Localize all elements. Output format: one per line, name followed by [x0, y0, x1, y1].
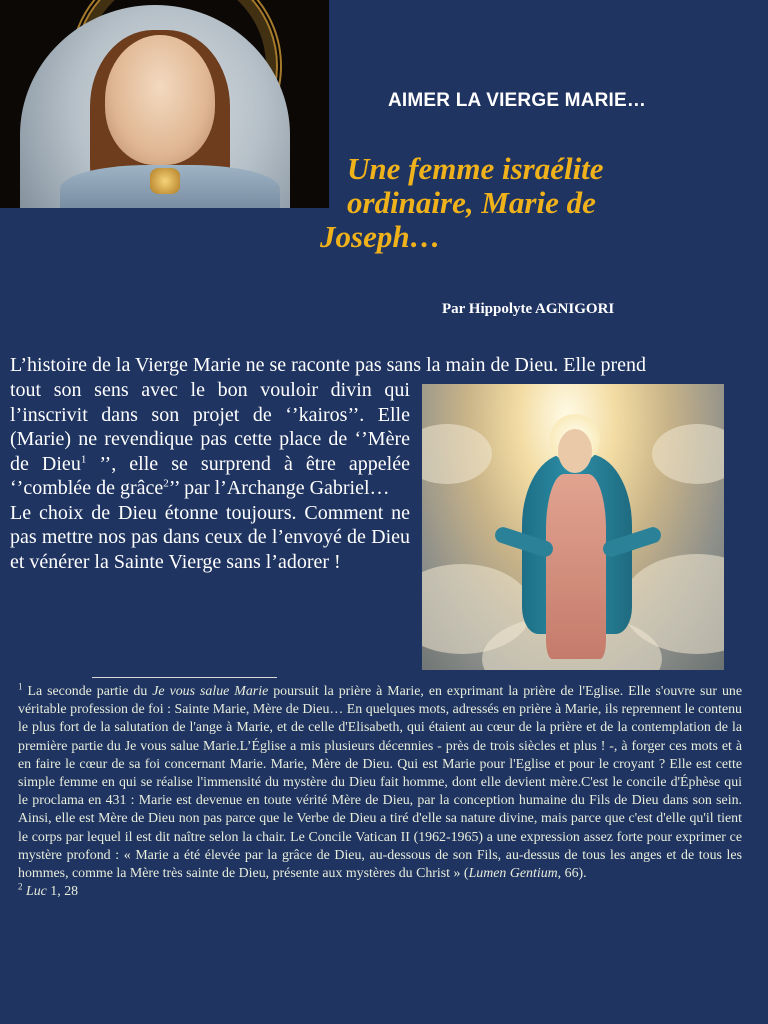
virgin-mary-in-clouds-image [422, 384, 724, 670]
virgin-mary-statue-image [0, 0, 329, 208]
article-title [320, 152, 740, 254]
footnote-ref: 1 [80, 452, 87, 465]
footnote-1: $^1$ La seconde partie du Je vous salue Marie poursuit la prière à Marie, en exprimant la prière de l'Eglise. Elle s'ouvre sur une véritable profession de foi : Sainte Marie, Mère de Dieu… En quelques mots, adressés en prière à Marie, ils reprennent le contenu le plus fort de la salutation de l'ange à Marie, et de celle d'Elisabeth, qui étaient au cœur de la prière et de la contemplation de la première partie du Je vous salue Marie.L’Église a mis plusieurs décennies - près de trois siècles et plus ! -, à forger ces mots et à en faire le cœur de sa foi concernant Marie. Marie, Mère de Dieu. Qui est Marie pour l'Eglise et pour le croyant ? Elle est cette simple femme en qui se réalise l'immensité du mystère du Dieu fait homme, dont elle devient mère.C'est le concile d'Éphèse qui le proclama en 431 : Marie est devenue en toute vérité Mère de Dieu, par la conception humaine du Fils de Dieu dans son sein. Ainsi, elle est Mère de Dieu non pas parce que le Verbe de Dieu a tiré d'elle sa nature divine, mais parce que c'est d'elle qu'il tient le corps par lequel il est dit naître selon la chair. Le Concile Vatican II (1962-1965) a une expression assez forte pour exprimer ce mystère profond : « Marie a été élevée par la grâce de Dieu, au-dessous de son Fils, au-dessus de tous les anges et de tous les hommes, comme la Mère très sainte de Dieu, présente aux mystères du Christ » (Lumen Gentium, 66). [18, 681, 743, 882]
title-line: Une femme israélite [347, 151, 604, 186]
title-line: ordinaire, Marie de [347, 185, 596, 220]
article-first-line: L’histoire de la Vierge Marie ne se raconte pas sans la main de Dieu. Elle prend [10, 354, 646, 376]
footnote-separator [92, 677, 277, 678]
kicker-heading: AIMER LA VIERGE MARIE… [388, 90, 647, 111]
author-byline: Par Hippolyte AGNIGORI [442, 301, 615, 317]
article-paragraph: tout son sens avec le bon vouloir divin qui l’inscrivit dans son projet de ‘’kairos’’. Elle (Marie) ne revendique pas cette place de ‘’Mère de Dieu$^1$ ’’, elle se surprend à être appelée ‘’comblée de grâce$^2$’’ par l’Archange Gabriel… [10, 379, 410, 499]
article-body [10, 378, 410, 574]
article-paragraph: Le choix de Dieu étonne toujours. Comment ne pas mettre nos pas dans ceux de l’envoyé de Dieu et vénérer la Sainte Vierge sans l’adorer ! [10, 501, 410, 573]
title-line: Joseph… [320, 219, 441, 254]
footnote-2: $^2$ Luc 1, 28 [18, 881, 79, 900]
footnotes [18, 683, 742, 901]
footnote-ref: 2 [163, 477, 169, 490]
